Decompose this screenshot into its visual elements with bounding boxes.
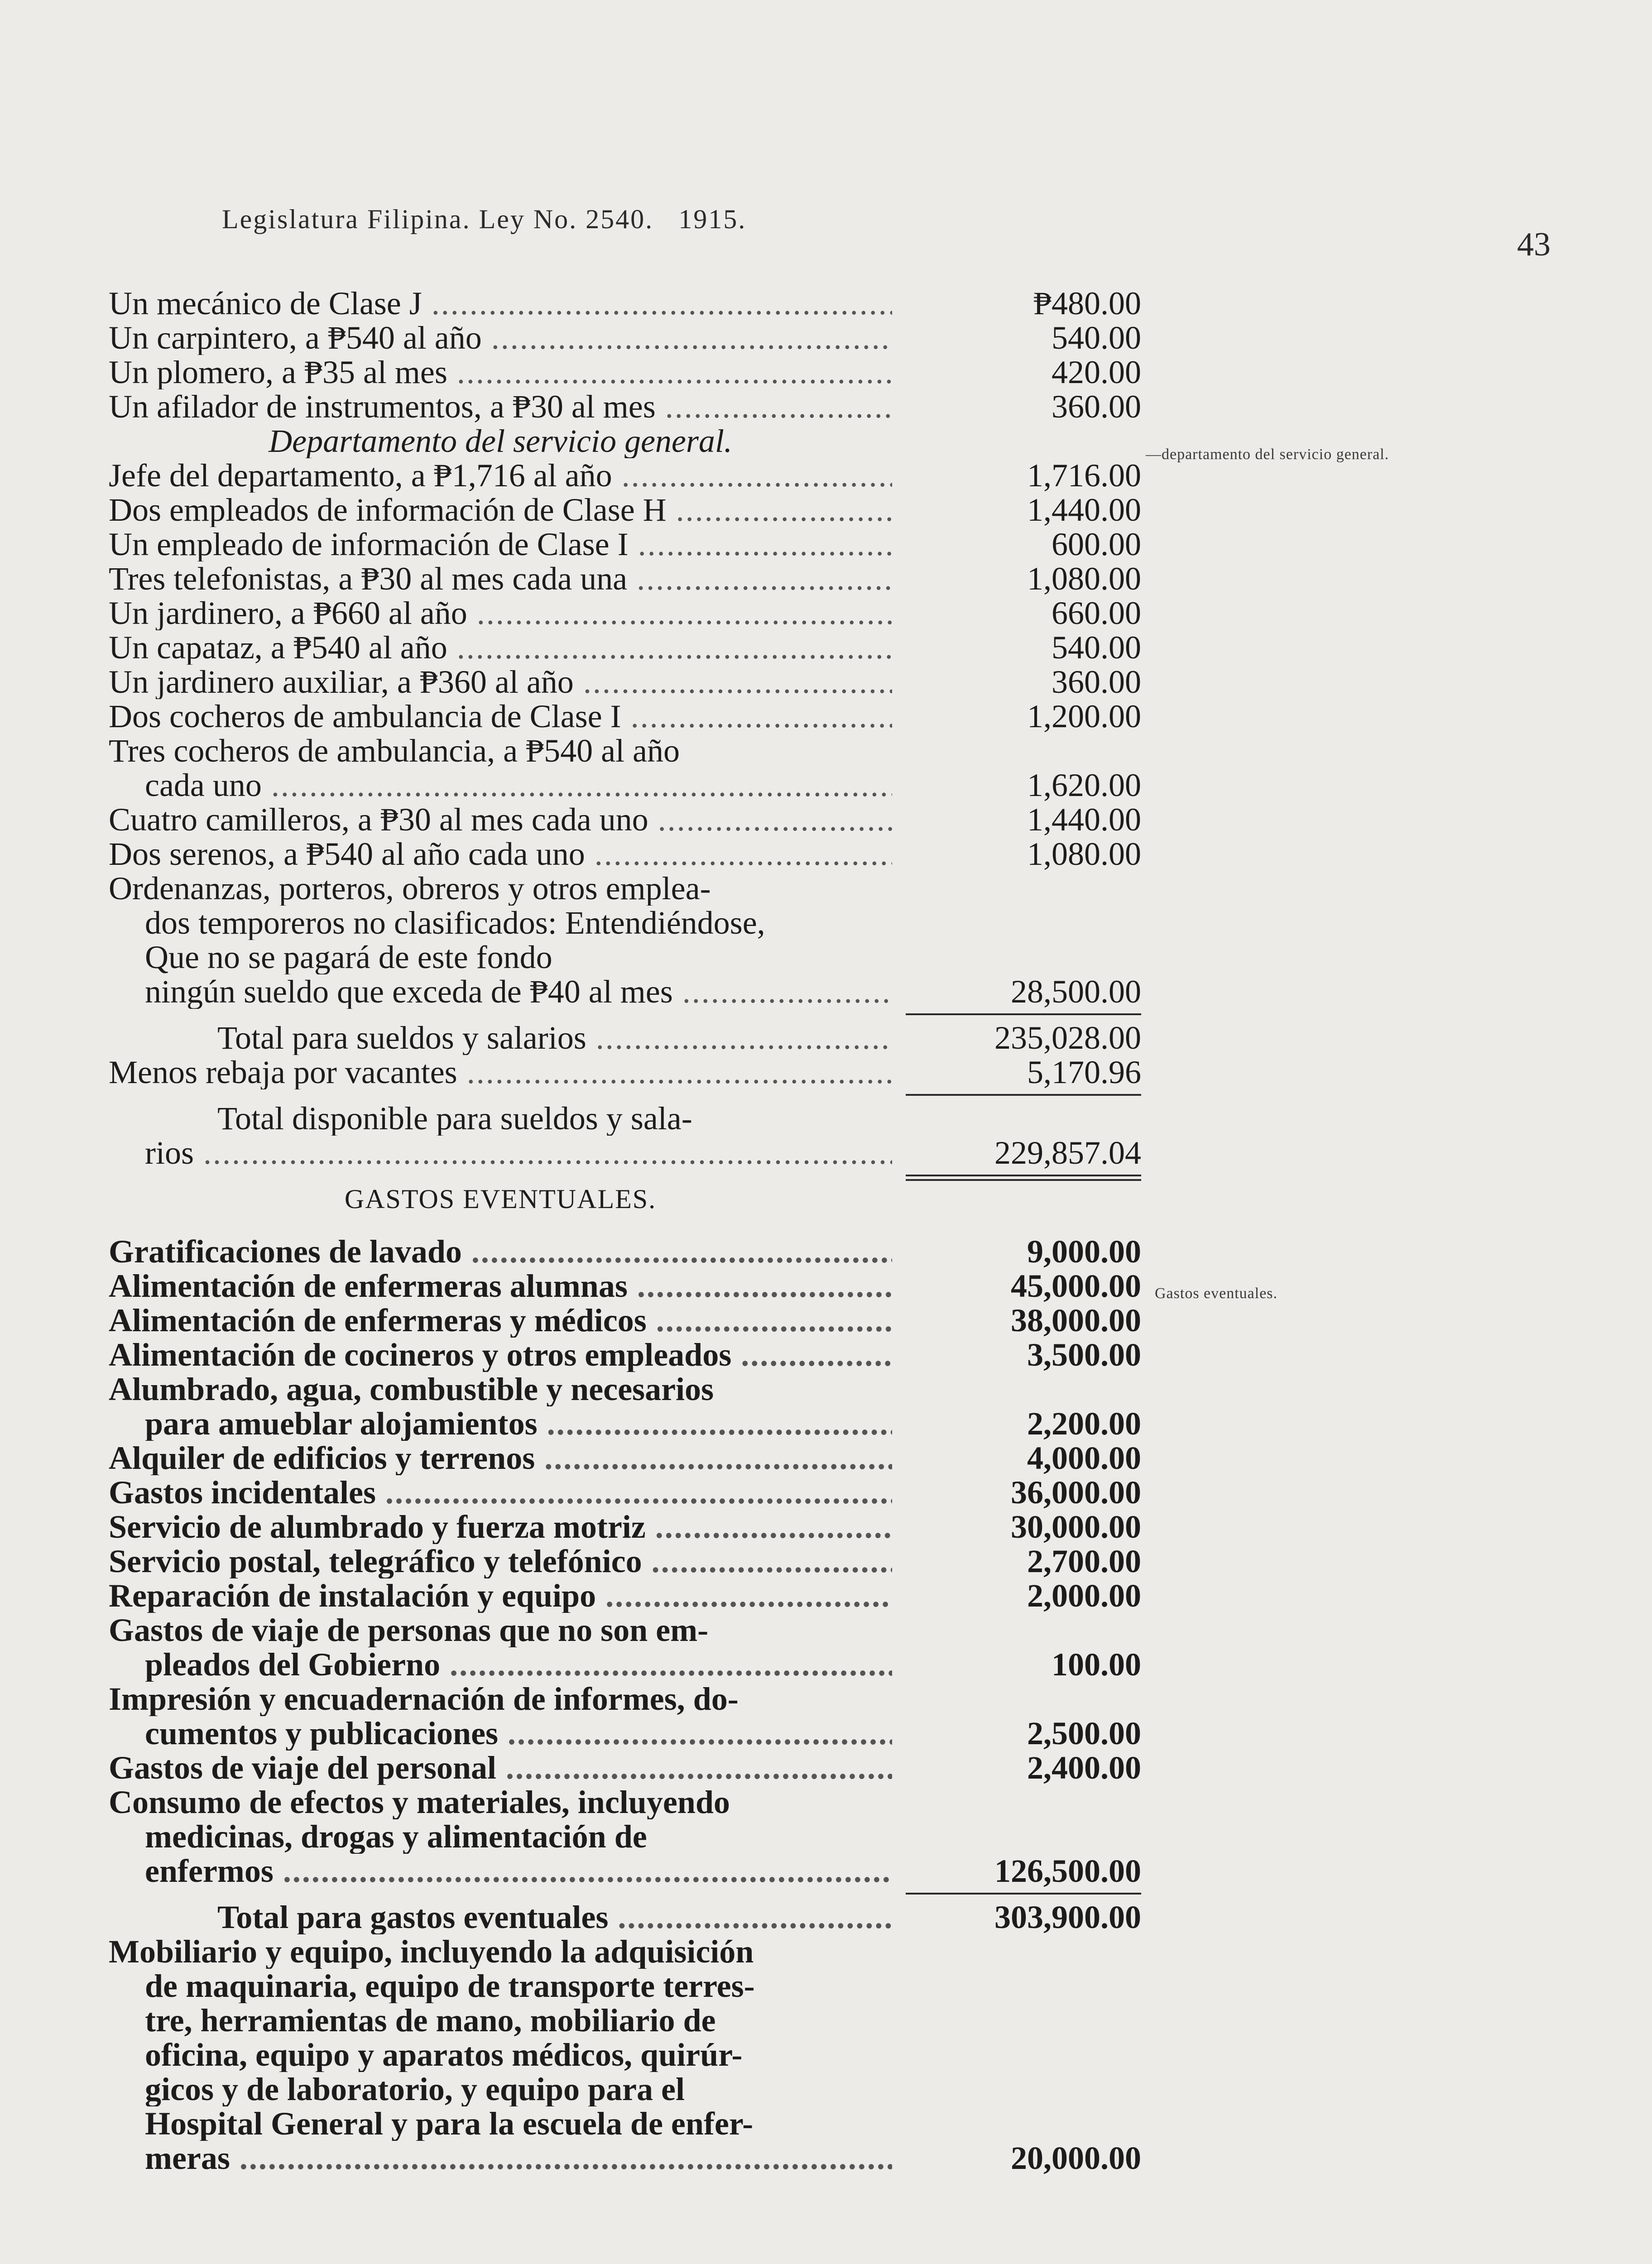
row-amount: 100.00 bbox=[1052, 1646, 1141, 1683]
row-amount: 45,000.00 bbox=[1011, 1268, 1141, 1304]
total-rule bbox=[109, 1888, 1141, 1900]
row-label: ningún sueldo que exceda de ₱40 al mes ..... bbox=[145, 974, 892, 1009]
row-amount: 38,000.00 bbox=[1011, 1302, 1141, 1338]
row-label: Total para gastos eventuales ..... bbox=[217, 1900, 892, 1934]
ledger-row bbox=[109, 940, 1141, 974]
row-label: Gastos de viaje de personas que no son em- bbox=[109, 1613, 709, 1647]
row-label: Un carpintero, a ₱540 al año ..... bbox=[109, 321, 892, 355]
row-amount: 20,000.00 bbox=[1011, 2140, 1141, 2176]
ledger-row bbox=[109, 1751, 1141, 1785]
row-amount: 540.00 bbox=[1052, 320, 1141, 356]
running-title: Legislatura Filipina. Ley No. 2540. bbox=[222, 204, 654, 234]
row-amount: 420.00 bbox=[1052, 354, 1141, 390]
ledger-row bbox=[109, 871, 1141, 906]
ledger-row bbox=[109, 1303, 1141, 1338]
ledger-row bbox=[109, 1055, 1141, 1089]
row-label: oficina, equipo y aparatos médicos, quirúr- bbox=[145, 2038, 743, 2072]
row-label: medicinas, drogas y alimentación de bbox=[145, 1819, 647, 1854]
row-amount: 360.00 bbox=[1052, 389, 1141, 425]
ledger-row bbox=[109, 1854, 1141, 1888]
row-label: Reparación de instalación y equipo ..... bbox=[109, 1578, 892, 1613]
row-label: Departamento del servicio general. bbox=[269, 424, 732, 458]
ledger-row bbox=[109, 1510, 1141, 1544]
row-label: Un plomero, a ₱35 al mes ..... bbox=[109, 355, 892, 389]
margin-note-departamento: —departamento del servicio general. bbox=[1146, 446, 1389, 463]
appropriation-table bbox=[109, 286, 1141, 2175]
row-label: Alumbrado, agua, combustible y necesarios bbox=[109, 1372, 714, 1406]
row-amount: 30,000.00 bbox=[1011, 1509, 1141, 1545]
ledger-row bbox=[109, 906, 1141, 940]
page-number: 43 bbox=[1517, 226, 1551, 263]
ledger-row bbox=[109, 1372, 1141, 1406]
ledger-row bbox=[109, 1716, 1141, 1751]
ledger-row bbox=[109, 2038, 1141, 2072]
row-label: Alimentación de cocineros y otros empleados ..... bbox=[109, 1338, 892, 1372]
ledger-row bbox=[109, 389, 1141, 424]
ledger-row bbox=[109, 630, 1141, 665]
ledger-row bbox=[109, 1234, 1141, 1269]
ledger-row bbox=[109, 596, 1141, 630]
row-label: Dos empleados de información de Clase H ..... bbox=[109, 493, 892, 527]
ledger-row bbox=[109, 837, 1141, 871]
ledger-row bbox=[109, 1682, 1141, 1716]
row-label: cada uno ..... bbox=[145, 768, 892, 802]
ledger-row bbox=[109, 1578, 1141, 1613]
ledger-row bbox=[109, 527, 1141, 561]
row-label: Consumo de efectos y materiales, incluyendo bbox=[109, 1785, 730, 1819]
row-amount: 2,700.00 bbox=[1027, 1543, 1141, 1579]
row-label: rios ..... bbox=[145, 1136, 892, 1170]
spacer bbox=[109, 1216, 1141, 1234]
row-label: Gastos incidentales ..... bbox=[109, 1475, 892, 1510]
ledger-row bbox=[109, 1021, 1141, 1055]
row-amount: 235,028.00 bbox=[994, 1020, 1141, 1056]
ledger-row bbox=[109, 1441, 1141, 1475]
row-label: dos temporeros no clasificados: Entendiéndose, bbox=[145, 906, 765, 940]
row-label: Tres telefonistas, a ₱30 al mes cada una ..... bbox=[109, 561, 892, 596]
ledger-row bbox=[109, 1819, 1141, 1854]
row-label: pleados del Gobierno ..... bbox=[145, 1647, 892, 1682]
ledger-row bbox=[109, 2003, 1141, 2038]
row-label: Total disponible para sueldos y sala- bbox=[217, 1101, 692, 1136]
ledger-row bbox=[109, 974, 1141, 1009]
row-label: Que no se pagará de este fondo bbox=[145, 940, 552, 974]
row-amount: 2,500.00 bbox=[1027, 1715, 1141, 1751]
row-amount: 4,000.00 bbox=[1027, 1440, 1141, 1476]
ledger-row bbox=[109, 2106, 1141, 2141]
row-label: GASTOS EVENTUALES. bbox=[344, 1184, 657, 1214]
row-amount: ₱480.00 bbox=[1033, 285, 1141, 321]
row-label: Hospital General y para la escuela de enfer- bbox=[145, 2106, 754, 2141]
row-label: Un jardinero auxiliar, a ₱360 al año ..... bbox=[109, 665, 892, 699]
row-amount: 660.00 bbox=[1052, 595, 1141, 631]
ledger-row bbox=[109, 1269, 1141, 1303]
double-rule bbox=[109, 1170, 1141, 1182]
row-amount: 2,400.00 bbox=[1027, 1750, 1141, 1786]
row-amount: 600.00 bbox=[1052, 526, 1141, 562]
ledger-row bbox=[109, 1338, 1141, 1372]
row-label: Un jardinero, a ₱660 al año ..... bbox=[109, 596, 892, 630]
header-year: 1915. bbox=[678, 204, 747, 234]
row-label: Ordenanzas, porteros, obreros y otros emplea- bbox=[109, 871, 711, 906]
running-header bbox=[222, 204, 746, 235]
row-amount: 2,000.00 bbox=[1027, 1578, 1141, 1614]
row-amount: 540.00 bbox=[1052, 629, 1141, 666]
row-amount: 126,500.00 bbox=[994, 1853, 1141, 1889]
ledger-row bbox=[109, 493, 1141, 527]
row-amount: 229,857.04 bbox=[994, 1135, 1141, 1171]
ledger-row bbox=[109, 1613, 1141, 1647]
row-amount: 303,900.00 bbox=[994, 1899, 1141, 1935]
total-rule bbox=[109, 1089, 1141, 1101]
row-label: Tres cocheros de ambulancia, a ₱540 al año bbox=[109, 734, 680, 768]
row-label: Alimentación de enfermeras alumnas ..... bbox=[109, 1269, 892, 1303]
row-amount: 1,080.00 bbox=[1027, 836, 1141, 872]
row-label: enfermos ..... bbox=[145, 1854, 892, 1888]
row-label: Total para sueldos y salarios ..... bbox=[217, 1021, 892, 1055]
ledger-row bbox=[109, 768, 1141, 802]
row-label: de maquinaria, equipo de transporte terres- bbox=[145, 1969, 755, 2003]
ledger-row bbox=[109, 665, 1141, 699]
row-amount: 1,200.00 bbox=[1027, 698, 1141, 734]
ledger-row bbox=[109, 1969, 1141, 2003]
section-heading bbox=[109, 424, 1141, 458]
ledger-row bbox=[109, 561, 1141, 596]
ledger-row bbox=[109, 1785, 1141, 1819]
row-label: Alimentación de enfermeras y médicos ..... bbox=[109, 1303, 892, 1338]
ledger-row bbox=[109, 1406, 1141, 1441]
row-amount: 1,716.00 bbox=[1027, 457, 1141, 494]
ledger-row bbox=[109, 458, 1141, 493]
row-amount: 3,500.00 bbox=[1027, 1337, 1141, 1373]
row-label: para amueblar alojamientos ..... bbox=[145, 1406, 892, 1441]
row-amount: 36,000.00 bbox=[1011, 1474, 1141, 1511]
total-rule bbox=[109, 1009, 1141, 1021]
row-label: gicos y de laboratorio, y equipo para el bbox=[145, 2072, 685, 2106]
row-label: Dos serenos, a ₱540 al año cada uno ..... bbox=[109, 837, 892, 871]
section-title bbox=[109, 1182, 1141, 1216]
ledger-row bbox=[109, 699, 1141, 734]
row-amount: 5,170.96 bbox=[1027, 1054, 1141, 1090]
ledger-row bbox=[109, 1934, 1141, 1969]
row-amount: 1,080.00 bbox=[1027, 561, 1141, 597]
row-label: tre, herramientas de mano, mobiliario de bbox=[145, 2003, 716, 2038]
row-amount: 1,440.00 bbox=[1027, 801, 1141, 838]
row-label: Cuatro camilleros, a ₱30 al mes cada uno ..... bbox=[109, 802, 892, 837]
ledger-row bbox=[109, 734, 1141, 768]
ledger-row bbox=[109, 2141, 1141, 2175]
ledger-row bbox=[109, 1475, 1141, 1510]
row-label: Gratificaciones de lavado ..... bbox=[109, 1234, 892, 1269]
ledger-row bbox=[109, 1101, 1141, 1136]
ledger-row bbox=[109, 1900, 1141, 1934]
row-label: Dos cocheros de ambulancia de Clase I ..... bbox=[109, 699, 892, 734]
margin-note-gastos: Gastos eventuales. bbox=[1155, 1285, 1278, 1302]
row-label: Mobiliario y equipo, incluyendo la adquisición bbox=[109, 1934, 754, 1969]
row-amount: 28,500.00 bbox=[1011, 974, 1141, 1010]
row-label: Impresión y encuadernación de informes, do- bbox=[109, 1682, 739, 1716]
ledger-row bbox=[109, 2072, 1141, 2106]
row-label: Alquiler de edificios y terrenos ..... bbox=[109, 1441, 892, 1475]
row-amount: 1,620.00 bbox=[1027, 767, 1141, 803]
ledger-row bbox=[109, 802, 1141, 837]
row-label: Un capataz, a ₱540 al año ..... bbox=[109, 630, 892, 665]
ledger-row bbox=[109, 355, 1141, 389]
row-label: cumentos y publicaciones ..... bbox=[145, 1716, 892, 1751]
row-label: Servicio de alumbrado y fuerza motriz ..... bbox=[109, 1510, 892, 1544]
row-label: Servicio postal, telegráfico y telefónico ..... bbox=[109, 1544, 892, 1578]
row-label: Jefe del departamento, a ₱1,716 al año ..... bbox=[109, 458, 892, 493]
row-label: Gastos de viaje del personal ..... bbox=[109, 1751, 892, 1785]
ledger-row bbox=[109, 1544, 1141, 1578]
row-amount: 1,440.00 bbox=[1027, 492, 1141, 528]
ledger-row bbox=[109, 1647, 1141, 1682]
row-amount: 9,000.00 bbox=[1027, 1233, 1141, 1270]
row-label: Un mecánico de Clase J ..... bbox=[109, 286, 892, 321]
row-label: Un empleado de información de Clase I ..... bbox=[109, 527, 892, 561]
row-label: Menos rebaja por vacantes ..... bbox=[109, 1055, 892, 1089]
ledger-row bbox=[109, 1136, 1141, 1170]
row-amount: 2,200.00 bbox=[1027, 1405, 1141, 1442]
row-label: meras ..... bbox=[145, 2141, 892, 2175]
ledger-row bbox=[109, 286, 1141, 321]
ledger-row bbox=[109, 321, 1141, 355]
row-label: Un afilador de instrumentos, a ₱30 al mes ..... bbox=[109, 389, 892, 424]
row-amount: 360.00 bbox=[1052, 664, 1141, 700]
